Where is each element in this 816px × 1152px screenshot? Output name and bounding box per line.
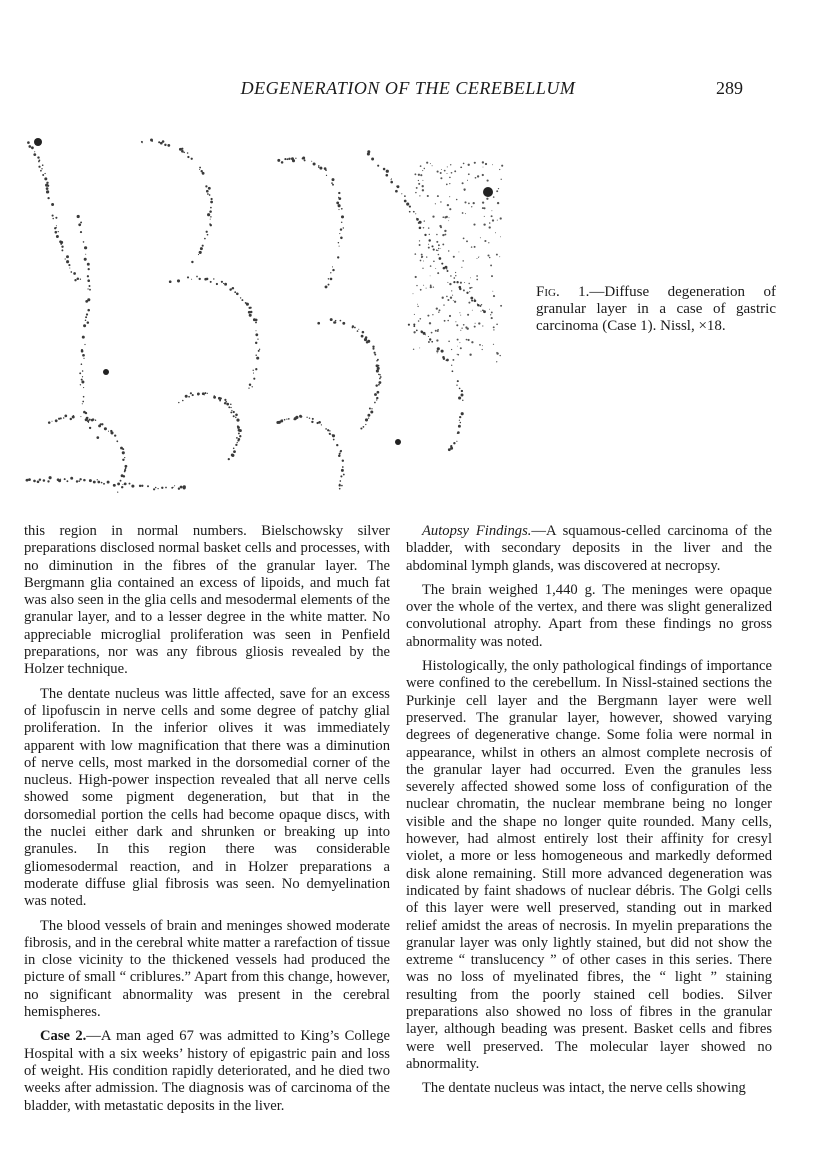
- left-paragraph-2: The dentate nucleus was little affected, save for an excess of lipofuscin in nerve cells and some degree of patchy glial proliferation. In the inferior olives it was immediately apparent with low magnification that there was a diminution of nerve cells, most marked in the dorsomedial corner of the nucleus. High-power inspection revealed that all nerve cells showed some pigment degeneration, but that in the dorsomedial portion the cells had become opaque discs, with the nuclei either dark and shrunken or breaking up into granules. In this region there was considerable gliomesodermal reaction, and in Holzer preparations a moderate diffuse glial fibrosis was seen. No demyelination was noted.: [24, 685, 390, 910]
- case-2-label: Case 2.: [40, 1028, 87, 1045]
- left-paragraph-3: The blood vessels of brain and meninges showed moderate fibrosis, and in the cerebral white matter a rarefaction of tissue in close vicinity to the thickened vessels had produced the picture of small “ criblures.” Apart from this change, however, no significant abnormality was present in the cerebral hemispheres.: [24, 917, 390, 1021]
- right-paragraph-2: The brain weighed 1,440 g. The meninges were opaque over the whole of the vertex, and there was slight generalized convolutional atrophy. Apart from these findings no gross abnormality was noted.: [406, 581, 772, 650]
- page-header: [0, 78, 816, 102]
- right-paragraph-1: [406, 523, 772, 575]
- autopsy-findings-text: —A squamous-celled carcinoma of the bladder, with secondary deposits in the liver and the abdominal lymph glands, was discovered at necropsy.: [406, 523, 772, 574]
- micrograph-figure: [18, 122, 508, 502]
- right-column: [406, 523, 772, 1105]
- right-paragraph-4: The dentate nucleus was intact, the nerve cells showing: [422, 1080, 746, 1097]
- figure-label: Fig. 1.: [536, 284, 590, 300]
- left-paragraph-4: [24, 1028, 390, 1114]
- left-paragraph-1: this region in normal numbers. Bielschowsky silver preparations disclosed normal basket cells and processes, with no diminution in the fibres of the granular layer. The Bergmann glia contained an excess of lipoids, and much fat was also seen in the glia cells and mesodermal elements of the granular layer, and to a lesser degree in the white matter. No appreciable microglial proliferation was seen in Penfield preparations, nor was any fibrous gliosis revealed by the Holzer technique.: [24, 523, 390, 678]
- left-column: [24, 523, 390, 1122]
- figure-caption-text: —Diffuse degeneration of granular layer in a case of gastric carcinoma (Case 1). Nissl, ×18.: [536, 284, 777, 334]
- page-number: 289: [716, 78, 743, 98]
- cerebellum-micrograph-image: [18, 122, 508, 502]
- case-2-text: —A man aged 67 was admitted to King’s College Hospital with a six weeks’ history of epigastric pain and loss of weight. His condition rapidly deteriorated, and he died two weeks after admission. The diagnosis was of carcinoma of the bladder, with metastatic deposits in the liver.: [24, 1028, 390, 1114]
- autopsy-findings-label: Autopsy Findings.: [422, 523, 532, 539]
- right-paragraph-3: Histologically, the only pathological findings of importance were confined to the cerebellum. In Nissl-stained sections the Purkinje cell layer and the Bergmann layer were well preserved. The granular layer, however, showed varying degrees of degenerative change. Some folia were normal in appearance, whilst in others an almost complete necrosis of the granular layer had occurred. Even the granules less severely affected showed some loss of configuration of the nuclear chromatin, the nuclear membrane being no longer visible and the shape no longer quite rounded. Many cells, however, had almost entirely lost their affinity for cresyl violet, a more or less homogeneous and markedly deformed disk alone remaining. Still more advanced degeneration was indicated by faint shadows of nuclear débris. The Golgi cells of this layer were well preserved, standing out in marked relief amidst the areas of necrosis. In myelin preparations the granular layer was only lightly stained, but did not show the extreme “ translucency ” of other cases in this series. There was no loss of myelinated fibres, the “ light ” staining resulting from the poorly stained cell bodies. Silver preparations also showed no loss of fibres in the granular layer, although beading was present. Basket cells and fibres were well preserved. The molecular layer showed no abnormality.: [406, 658, 772, 1072]
- figure-caption: [536, 284, 776, 335]
- running-title: DEGENERATION OF THE CEREBELLUM: [240, 78, 576, 98]
